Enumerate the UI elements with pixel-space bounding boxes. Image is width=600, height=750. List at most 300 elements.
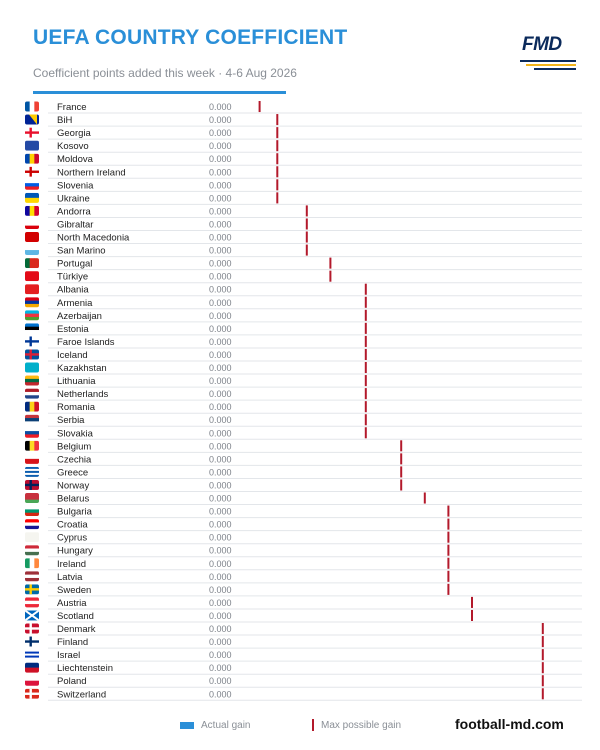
flag-icon xyxy=(25,349,39,359)
flag-stripe xyxy=(25,379,39,383)
table-row xyxy=(25,597,582,609)
flag-stripe xyxy=(34,102,39,112)
country-label: Belarus xyxy=(57,493,90,505)
value-label: 0.000 xyxy=(209,323,232,334)
flag-body xyxy=(25,480,39,490)
flag-cross xyxy=(25,340,39,342)
flag-icon xyxy=(25,271,39,281)
value-label: 0.000 xyxy=(209,532,232,543)
flag-icon xyxy=(25,545,39,555)
flag-stripe xyxy=(25,469,39,471)
flag-stripe xyxy=(25,317,39,321)
value-label: 0.000 xyxy=(209,271,232,282)
country-label: Romania xyxy=(57,402,96,414)
table-row xyxy=(25,388,582,400)
table-row xyxy=(25,636,582,648)
country-label: Scotland xyxy=(57,610,94,622)
flag-icon xyxy=(25,258,39,268)
value-label: 0.000 xyxy=(209,376,232,387)
flag-stripe xyxy=(25,668,39,673)
table-row xyxy=(25,101,582,113)
flag-stripe xyxy=(34,402,39,412)
country-label: Belgium xyxy=(57,441,92,453)
table-row xyxy=(25,192,582,204)
flag-stripe xyxy=(25,402,30,412)
flag-body xyxy=(25,467,39,477)
flag-stripe xyxy=(25,330,39,334)
flag-stripe xyxy=(30,206,35,216)
country-label: Moldova xyxy=(57,154,93,166)
table-row xyxy=(25,375,582,387)
value-label: 0.000 xyxy=(209,349,232,360)
flag-icon xyxy=(25,193,39,203)
flag-field xyxy=(25,532,39,542)
legend-actual-swatch xyxy=(180,722,194,729)
flag-icon xyxy=(25,363,39,373)
flag-icon xyxy=(25,167,39,177)
flag-icon xyxy=(25,389,39,399)
flag-body xyxy=(25,441,39,451)
flag-icon xyxy=(25,232,39,242)
value-label: 0.000 xyxy=(209,402,232,413)
flag-stripe xyxy=(25,434,39,438)
table-row xyxy=(25,258,582,270)
flag-cross xyxy=(25,693,39,695)
flag-icon xyxy=(25,297,39,307)
table-row xyxy=(25,166,582,178)
country-label: Denmark xyxy=(57,624,96,636)
flag-icon xyxy=(25,480,39,490)
value-label: 0.000 xyxy=(209,284,232,295)
legend-max-label: Max possible gain xyxy=(321,720,402,731)
country-label: Latvia xyxy=(57,571,83,583)
value-label: 0.000 xyxy=(209,428,232,439)
table-row xyxy=(25,218,582,230)
flag-cross xyxy=(30,637,32,647)
flag-body xyxy=(25,637,39,647)
flag-body xyxy=(25,597,39,607)
table-row xyxy=(25,401,582,413)
country-label: Netherlands xyxy=(57,389,109,401)
value-label: 0.000 xyxy=(209,258,232,269)
flag-stripe xyxy=(30,441,35,451)
table-row xyxy=(25,127,582,139)
country-label: Slovakia xyxy=(57,428,93,440)
value-label: 0.000 xyxy=(209,245,232,256)
value-label: 0.000 xyxy=(209,467,232,478)
value-label: 0.000 xyxy=(209,441,232,452)
value-label: 0.000 xyxy=(209,545,232,556)
table-row xyxy=(25,610,582,622)
value-label: 0.000 xyxy=(209,206,232,217)
value-label: 0.000 xyxy=(209,180,232,191)
flag-stripe xyxy=(34,441,39,451)
value-label: 0.000 xyxy=(209,363,232,374)
flag-stripe xyxy=(25,506,39,510)
flag-body xyxy=(25,402,39,412)
flag-stripe xyxy=(25,441,30,451)
value-label: 0.000 xyxy=(209,336,232,347)
country-label: Austria xyxy=(57,597,87,609)
flag-stripe xyxy=(25,183,39,187)
table-row xyxy=(25,623,582,635)
country-label: Croatia xyxy=(57,519,88,531)
flag-stripe xyxy=(25,180,39,184)
flag-body xyxy=(25,689,39,699)
country-label: Iceland xyxy=(57,349,88,361)
flag-body xyxy=(25,624,39,634)
flag-icon xyxy=(25,323,39,333)
flag-stripe xyxy=(25,604,39,608)
flag-stripe xyxy=(25,250,39,255)
flag-stripe xyxy=(25,650,39,652)
flag-body xyxy=(25,428,39,438)
country-label: Czechia xyxy=(57,454,92,466)
flag-body xyxy=(25,349,39,359)
flag-cross xyxy=(30,128,32,138)
value-label: 0.000 xyxy=(209,676,232,687)
country-label: Norway xyxy=(57,480,90,492)
table-row xyxy=(25,153,582,165)
table-row xyxy=(25,688,582,700)
flag-stripe xyxy=(25,545,39,549)
flag-stripe xyxy=(25,473,39,475)
flag-body xyxy=(25,154,39,164)
flag-field xyxy=(25,271,39,281)
table-row xyxy=(25,414,582,426)
country-label: Türkiye xyxy=(57,271,89,283)
page-title: UEFA COUNTRY COEFFICIENT xyxy=(33,26,348,49)
flag-body xyxy=(25,506,39,516)
flag-stripe xyxy=(25,475,39,477)
table-row xyxy=(25,479,582,491)
value-label: 0.000 xyxy=(209,310,232,321)
flag-stripe xyxy=(25,575,39,579)
table-row xyxy=(25,662,582,674)
flag-icon xyxy=(25,102,39,112)
flag-stripe xyxy=(25,493,39,497)
country-label: Switzerland xyxy=(57,689,107,701)
table-row xyxy=(25,427,582,439)
flag-body xyxy=(25,545,39,555)
flag-body xyxy=(25,571,39,581)
flag-stripe xyxy=(25,459,39,464)
flag-stripe xyxy=(30,258,35,268)
country-label: Sweden xyxy=(57,584,92,596)
flag-icon xyxy=(25,154,39,164)
flag-stripe xyxy=(34,206,39,216)
value-label: 0.000 xyxy=(209,624,232,635)
flag-cross xyxy=(30,336,32,346)
flag-cross xyxy=(30,624,32,634)
flag-icon xyxy=(25,402,39,412)
flag-icon xyxy=(25,206,39,216)
flag-stripe xyxy=(25,310,39,314)
legend-actual-label: Actual gain xyxy=(201,720,251,731)
table-row xyxy=(25,336,582,348)
flag-field xyxy=(25,141,39,151)
flag-body xyxy=(25,219,39,229)
flag-stripe xyxy=(25,471,39,473)
table-row xyxy=(25,362,582,374)
country-label: Poland xyxy=(57,676,87,688)
flag-stripe xyxy=(25,258,30,268)
fmd-logo-text: FMD xyxy=(522,34,562,55)
flag-cross xyxy=(30,480,32,490)
country-label: Lithuania xyxy=(57,376,96,388)
flag-stripe xyxy=(34,258,39,268)
value-label: 0.000 xyxy=(209,558,232,569)
flag-stripe xyxy=(25,323,39,327)
flag-cross xyxy=(25,131,39,133)
flag-stripe xyxy=(25,376,39,380)
flag-cross xyxy=(25,353,39,355)
flag-icon xyxy=(25,245,39,255)
country-label: Gibraltar xyxy=(57,219,94,231)
country-label: Andorra xyxy=(57,206,91,218)
flag-stripe xyxy=(25,522,39,526)
flag-body xyxy=(25,310,39,320)
value-label: 0.000 xyxy=(209,480,232,491)
flag-icon xyxy=(25,676,39,686)
footer-site: football-md.com xyxy=(455,716,564,732)
flag-body xyxy=(25,584,39,594)
flag-stripe xyxy=(25,652,39,654)
flag-body xyxy=(25,493,39,503)
value-label: 0.000 xyxy=(209,219,232,230)
flag-body xyxy=(25,180,39,190)
flag-icon xyxy=(25,219,39,229)
flag-cross xyxy=(25,627,39,629)
flag-stripe xyxy=(25,245,39,250)
value-label: 0.000 xyxy=(209,597,232,608)
flag-icon xyxy=(25,506,39,516)
value-label: 0.000 xyxy=(209,519,232,530)
value-label: 0.000 xyxy=(209,637,232,648)
country-label: Liechtenstein xyxy=(57,663,113,675)
flag-stripe xyxy=(25,549,39,553)
flag-stripe xyxy=(25,226,39,230)
flag-body xyxy=(25,245,39,255)
table-row xyxy=(25,179,582,191)
flag-body xyxy=(25,297,39,307)
value-label: 0.000 xyxy=(209,454,232,465)
flag-stripe xyxy=(25,389,39,393)
flag-icon xyxy=(25,441,39,451)
country-label: Georgia xyxy=(57,128,91,140)
flag-icon xyxy=(25,650,39,660)
flag-icon xyxy=(25,336,39,346)
flag-icon xyxy=(25,467,39,477)
flag-stripe xyxy=(25,327,39,331)
flag-body xyxy=(25,128,39,138)
value-label: 0.000 xyxy=(209,610,232,621)
value-label: 0.000 xyxy=(209,128,232,139)
flag-body xyxy=(25,558,39,568)
table-row xyxy=(25,493,582,505)
flag-icon xyxy=(25,571,39,581)
flag-stripe xyxy=(25,571,39,575)
flag-stripe xyxy=(25,301,39,305)
flag-cross xyxy=(30,689,32,699)
country-label: Ukraine xyxy=(57,193,90,205)
country-label: Kosovo xyxy=(57,141,89,153)
flag-stripe xyxy=(30,102,35,112)
table-row xyxy=(25,232,582,244)
value-label: 0.000 xyxy=(209,115,232,126)
flag-icon xyxy=(25,597,39,607)
flag-stripe xyxy=(25,467,39,469)
value-label: 0.000 xyxy=(209,297,232,308)
flag-icon xyxy=(25,610,39,620)
table-row xyxy=(25,245,582,257)
flag-body xyxy=(25,258,39,268)
flag-stripe xyxy=(25,676,39,681)
flag-body xyxy=(25,167,39,177)
table-row xyxy=(25,545,582,557)
value-label: 0.000 xyxy=(209,506,232,517)
value-label: 0.000 xyxy=(209,102,232,113)
flag-icon xyxy=(25,558,39,568)
table-row xyxy=(25,649,582,661)
flag-stripe xyxy=(25,663,39,668)
flag-stripe xyxy=(25,601,39,605)
flag-cross xyxy=(25,588,39,590)
value-label: 0.000 xyxy=(209,493,232,504)
flag-icon xyxy=(25,415,39,425)
flag-body xyxy=(25,271,39,281)
flag-icon xyxy=(25,376,39,386)
table-row xyxy=(25,310,582,322)
flag-stripe xyxy=(25,415,39,419)
table-row xyxy=(25,271,582,283)
flag-stripe xyxy=(30,558,35,568)
flag-stripe xyxy=(25,558,30,568)
flag-field xyxy=(25,284,39,294)
value-label: 0.000 xyxy=(209,232,232,243)
table-row xyxy=(25,532,582,544)
flag-stripe xyxy=(25,206,30,216)
flag-stripe xyxy=(25,658,39,660)
flag-stripe xyxy=(30,154,35,164)
flag-stripe xyxy=(25,222,39,226)
country-label: Slovenia xyxy=(57,180,94,192)
table-row xyxy=(25,571,582,583)
table-row xyxy=(25,349,582,361)
country-label: Israel xyxy=(57,650,81,662)
flag-icon xyxy=(25,128,39,138)
flag-body xyxy=(25,336,39,346)
flag-field xyxy=(25,232,39,242)
flag-stripe xyxy=(25,428,39,432)
country-label: Cyprus xyxy=(57,532,88,544)
flag-cross xyxy=(30,167,32,177)
country-label: Albania xyxy=(57,284,89,296)
flag-stripe xyxy=(25,431,39,435)
flag-icon xyxy=(25,584,39,594)
flag-body xyxy=(25,363,39,373)
flag-cross xyxy=(25,484,39,486)
flag-body xyxy=(25,206,39,216)
flag-body xyxy=(25,376,39,386)
value-label: 0.000 xyxy=(209,193,232,204)
value-label: 0.000 xyxy=(209,650,232,661)
page-subtitle: Coefficient points added this week · 4-6 Aug 2026 xyxy=(33,66,297,80)
flag-stripe xyxy=(25,418,39,422)
flag-icon xyxy=(25,310,39,320)
flag-stripe xyxy=(25,193,39,198)
flag-icon xyxy=(25,637,39,647)
flag-stripe xyxy=(25,395,39,399)
table-row xyxy=(25,519,582,531)
legend-max-swatch xyxy=(312,719,314,731)
flag-stripe xyxy=(25,654,39,656)
flag-icon xyxy=(25,532,39,542)
flag-stripe xyxy=(25,198,39,203)
country-label: Azerbaijan xyxy=(57,310,102,322)
country-label: Hungary xyxy=(57,545,93,557)
flag-body xyxy=(25,389,39,399)
flag-stripe xyxy=(25,526,39,530)
flag-stripe xyxy=(25,297,39,301)
table-row xyxy=(25,284,582,296)
country-label: France xyxy=(57,102,87,114)
country-label: Estonia xyxy=(57,323,89,335)
country-label: Serbia xyxy=(57,415,85,427)
flag-stripe xyxy=(25,382,39,386)
table-row xyxy=(25,558,582,570)
flag-stripe xyxy=(25,681,39,686)
flag-icon xyxy=(25,284,39,294)
flag-stripe xyxy=(25,219,39,223)
value-label: 0.000 xyxy=(209,584,232,595)
table-row xyxy=(25,466,582,478)
country-label: Ireland xyxy=(57,558,87,570)
flag-body xyxy=(25,663,39,673)
country-label: Portugal xyxy=(57,258,93,270)
country-label: Northern Ireland xyxy=(57,167,126,179)
flag-stripe xyxy=(34,558,39,568)
flag-body xyxy=(25,650,39,660)
flag-icon xyxy=(25,663,39,673)
flag-body xyxy=(25,532,39,542)
table-row xyxy=(25,205,582,217)
table-row xyxy=(25,440,582,452)
country-label: Faroe Islands xyxy=(57,336,115,348)
country-label: San Marino xyxy=(57,245,106,257)
flag-stripe xyxy=(25,154,30,164)
value-label: 0.000 xyxy=(209,154,232,165)
flag-stripe xyxy=(25,656,39,658)
flag-stripe xyxy=(25,552,39,556)
flag-field xyxy=(25,363,39,373)
flag-cross xyxy=(30,349,32,359)
value-label: 0.000 xyxy=(209,389,232,400)
flag-cross xyxy=(30,584,32,594)
flag-stripe xyxy=(25,304,39,308)
country-label: Armenia xyxy=(57,297,93,309)
table-row xyxy=(25,453,582,465)
flag-body xyxy=(25,519,39,529)
value-label: 0.000 xyxy=(209,571,232,582)
flag-stripe xyxy=(25,392,39,396)
country-label: Greece xyxy=(57,467,89,479)
country-label: Finland xyxy=(57,637,89,649)
flag-icon xyxy=(25,454,39,464)
flag-body xyxy=(25,141,39,151)
flag-body xyxy=(25,284,39,294)
flag-icon xyxy=(25,141,39,151)
